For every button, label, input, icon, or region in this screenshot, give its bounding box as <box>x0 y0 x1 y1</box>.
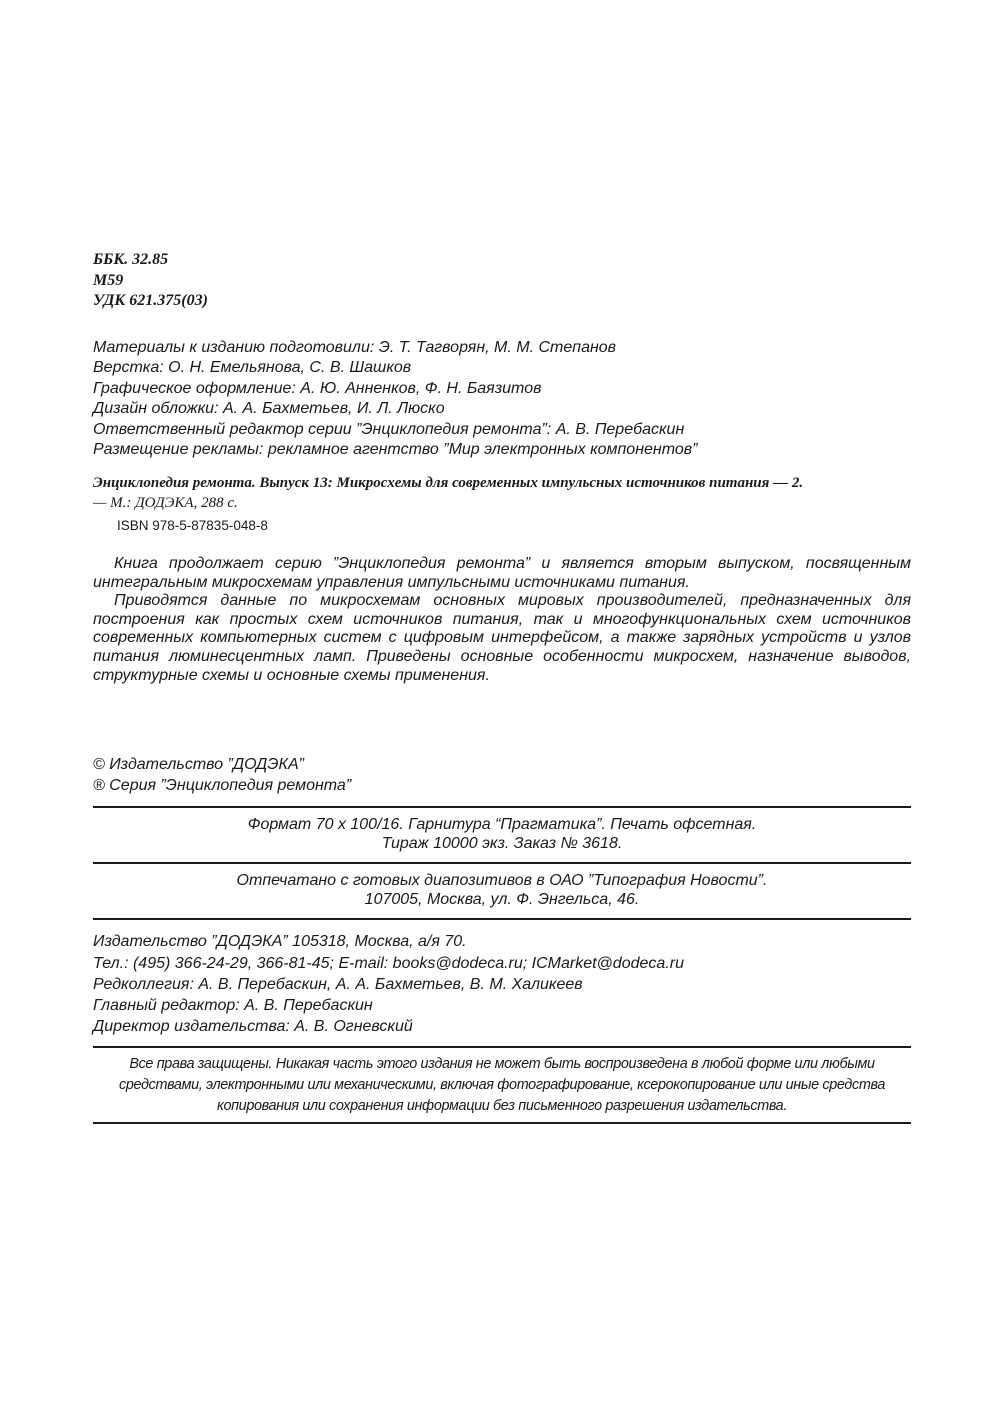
copyright-series: ® Серия ”Энциклопедия ремонта” <box>93 776 352 794</box>
chief-editor: Главный редактор: А. В. Перебаскин <box>93 997 373 1014</box>
publisher-contacts: Тел.: (495) 366-24-29, 366-81-45; E-mail: books@dodeca.ru; ICMarket@dodeca.ru <box>93 954 684 972</box>
book-title: Энциклопедия ремонта. Выпуск 13: Микросхемы для современных импульсных источников питания — 2. <box>93 475 804 492</box>
classification-block <box>93 250 911 312</box>
abstract-paragraph: Книга продолжает серию ”Энциклопедия ремонта” и является вторым выпуском, посвященным интегральным микросхемам управления импульсными источниками питания. <box>93 555 911 591</box>
udk-code: УДК 621.375(03) <box>93 292 208 309</box>
credit-line: Ответственный редактор серии ”Энциклопедия ремонта”: А. В. Перебаскин <box>93 420 685 438</box>
credit-line: Материалы к изданию подготовили: Э. Т. Тагворян, М. М. Степанов <box>93 338 617 356</box>
publisher-line: — М.: ДОДЭКА, 288 с. <box>93 495 238 512</box>
publishing-director: Директор издательства: А. В. Огневский <box>93 1017 413 1035</box>
rights-notice <box>93 1048 911 1122</box>
printing-info <box>93 864 911 918</box>
credit-line: Размещение рекламы: рекламное агентство ”Мир электронных компонентов” <box>93 441 698 459</box>
isbn: ISBN 978-5-87835-048-8 <box>117 518 268 534</box>
abstract-paragraph: Приводятся данные по микросхемам основных мировых производителей, предназначенных для построения как простых схем источников питания, так и многофункциональных схем источников современных компьютерных систем с цифровым интерфейсом, а также зарядных устройств и узлов питания люминесцентных ламп. Приведены основные особенности микросхем, назначение выводов, структурные схемы и основные схемы применения. <box>93 592 911 684</box>
author-mark: М59 <box>93 271 124 289</box>
copyright-publisher: © Издательство ”ДОДЭКА” <box>93 756 304 774</box>
imprint-section <box>93 806 911 1124</box>
credit-line: Графическое оформление: А. Ю. Анненков, Ф. Н. Баязитов <box>93 379 542 397</box>
format-line: Формат 70 х 100/16. Гарнитура “Прагматика”. Печать офсетная. <box>247 816 757 834</box>
credit-line: Дизайн обложки: А. А. Бахметьев, И. Л. Люско <box>93 400 445 418</box>
publisher-address: Издательство ”ДОДЭКА” 105318, Москва, а/я 70. <box>93 933 467 951</box>
publisher-info <box>93 920 911 1046</box>
copyright-block <box>93 755 911 796</box>
circulation-line: Тираж 10000 экз. Заказ № 3618. <box>381 834 623 852</box>
bbk-code: ББК. 32.85 <box>93 251 169 268</box>
abstract <box>93 555 911 685</box>
format-info <box>93 808 911 862</box>
imprint-page <box>93 250 911 1124</box>
rights-line: Все права защищены. Никакая часть этого издания не может быть воспроизведена в любой форме или любыми <box>129 1056 875 1073</box>
rights-line: копирования или сохранения информации без письменного разрешения издательства. <box>217 1098 787 1115</box>
credits-block <box>93 338 911 462</box>
divider <box>93 1122 911 1124</box>
credit-line: Верстка: О. Н. Емельянова, С. В. Шашков <box>93 359 412 377</box>
bibliographic-citation <box>93 473 911 535</box>
rights-line: средствами, электронными или механическими, включая фотографирование, ксерокопирование или иные средства <box>119 1077 885 1094</box>
editorial-board: Редколлегия: А. В. Перебаскин, А. А. Бахметьев, В. М. Халикеев <box>93 976 583 994</box>
printer-address: 107005, Москва, ул. Ф. Энгельса, 46. <box>364 890 640 908</box>
printer-line: Отпечатано с готовых диапозитивов в ОАО ”Типография Новости”. <box>236 872 768 890</box>
